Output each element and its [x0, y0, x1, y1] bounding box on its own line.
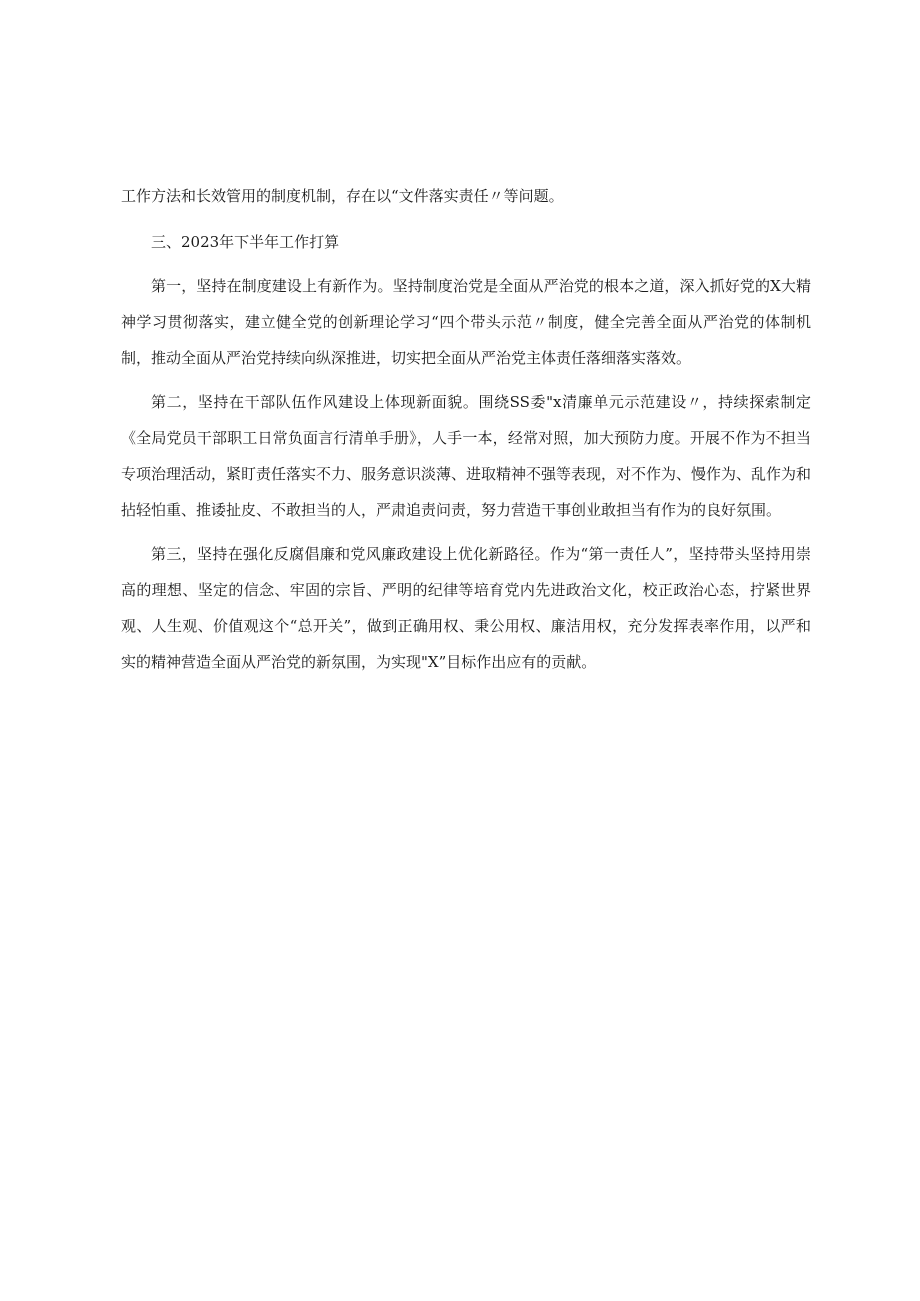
document-body — [121, 178, 811, 688]
paragraph-point-two: 第二，坚持在干部队伍作风建设上体现新面貌。围绕SS委"x清廉单元示范建设〃，持续探索制定《全局党员干部职工日常负面言行清单手册》，人手一本，经常对照，加大预防力度。开展不作为不担当专项治理活动，紧盯责任落实不力、服务意识淡薄、进取精神不强等表现，对不作为、慢作为、乱作为和拈轻怕重、推诿扯皮、不敢担当的人，严肃追责问责，努力营造干事创业敢担当有作为的良好氛围。 — [121, 393, 812, 519]
section-heading: 三、2023年下半年工作打算 — [151, 233, 340, 251]
paragraph-point-three: 第三，坚持在强化反腐倡廉和党风廉政建设上优化新路径。作为“第一责任人”，坚持带头坚持用崇高的理想、坚定的信念、牢固的宗旨、严明的纪律等培育党内先进政治文化，校正政治心态，拧紧世界观、人生观、价值观这个“总开关”，做到正确用权、秉公用权、廉洁用权，充分发挥表率作用，以严和实的精神营造全面从严治党的新氛围，为实现"X”目标作出应有的贡献。 — [121, 545, 811, 671]
paragraph-continuation: 工作方法和长效管用的制度机制，存在以“文件落实责任〃等问题。 — [121, 187, 564, 205]
paragraph-point-one: 第一，坚持在制度建设上有新作为。坚持制度治党是全面从严治党的根本之道，深入抓好党的X大精神学习贯彻落实，建立健全党的创新理论学习“四个带头示范〃制度，健全完善全面从严治党的体制机制，推动全面从严治党持续向纵深推进，切实把全面从严治党主体责任落细落实落效。 — [121, 277, 811, 367]
